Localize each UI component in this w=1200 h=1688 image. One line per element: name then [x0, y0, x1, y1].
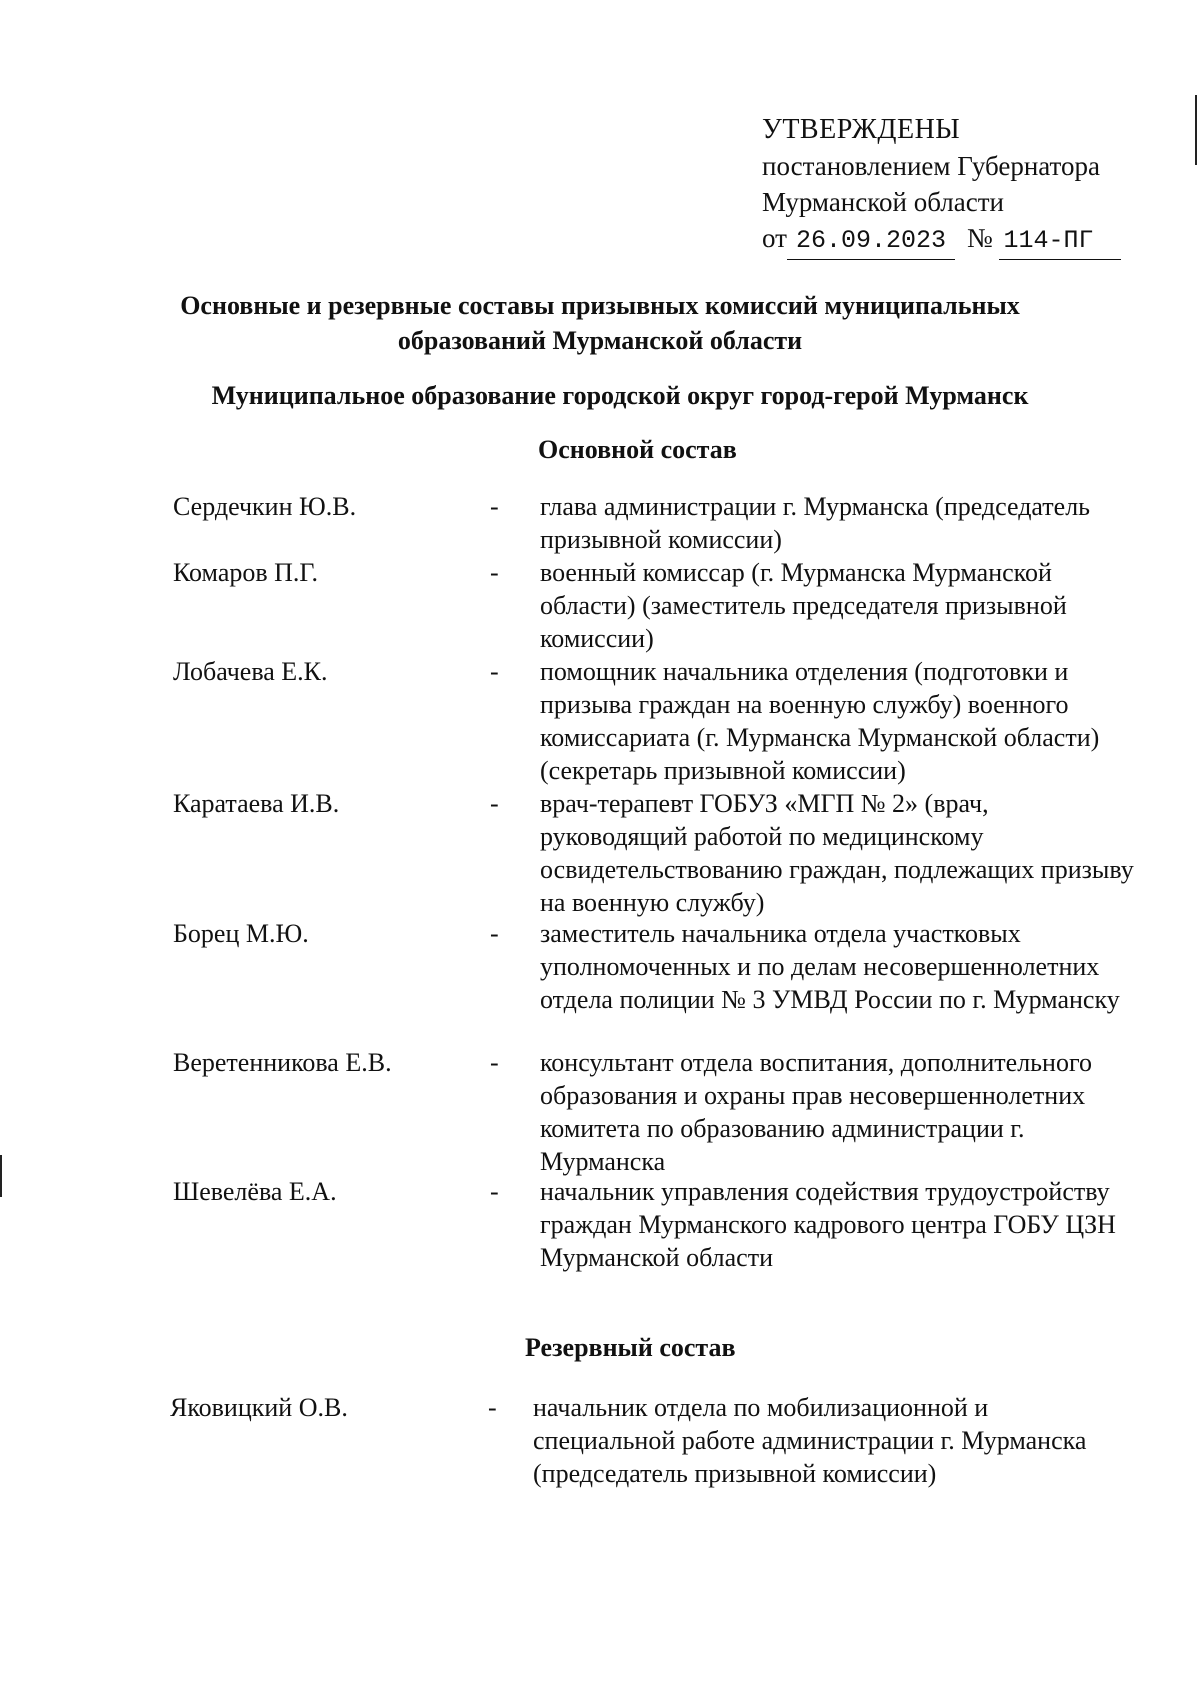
member-name: Сердечкин Ю.В.	[173, 492, 357, 521]
scan-edge-mark	[1195, 95, 1197, 165]
member-dash: -	[488, 1393, 497, 1422]
member-name: Лобачева Е.К.	[173, 657, 328, 686]
member-name: Каратаева И.В.	[173, 789, 340, 818]
member-row	[173, 1046, 1173, 1178]
member-role: врач-терапевт ГОБУЗ «МГП № 2» (врач, руководящий работой по медицинскому освидетельствованию граждан, подлежащих призыву на военную службу)	[540, 789, 1134, 917]
approval-date: 26.09.2023	[787, 223, 955, 260]
member-dash: -	[490, 492, 499, 521]
approval-stamp	[762, 112, 1121, 260]
member-role: начальник отдела по мобилизационной и специальной работе администрации г. Мурманска (председатель призывной комиссии)	[533, 1393, 1087, 1488]
reserve-section-heading: Резервный состав	[525, 1333, 736, 1362]
approval-line-2: Мурманской области	[762, 187, 1004, 217]
member-role: консультант отдела воспитания, дополнительного образования и охраны прав несовершеннолетних комитета по образованию администрации г. Мурманска	[540, 1048, 1092, 1176]
member-role: начальник управления содействия трудоустройству граждан Мурманского кадрового центра ГОБУ ЦЗН Мурманской области	[540, 1177, 1116, 1272]
member-dash: -	[490, 1048, 499, 1077]
member-row	[173, 655, 1173, 787]
main-section-heading: Основной состав	[538, 435, 737, 464]
member-role: помощник начальника отделения (подготовки и призыва граждан на военную службу) военного комиссариата (г. Мурманска Мурманской области) (секретарь призывной комиссии)	[540, 657, 1100, 785]
member-dash: -	[490, 789, 499, 818]
approval-number: 114-ПГ	[999, 223, 1121, 260]
approval-date-line	[762, 220, 1121, 260]
member-row	[173, 917, 1173, 1049]
member-dash: -	[490, 919, 499, 948]
member-dash: -	[490, 1177, 499, 1206]
member-name: Яковицкий О.В.	[170, 1393, 348, 1422]
member-row	[173, 1175, 1173, 1307]
number-prefix: №	[966, 223, 993, 253]
member-row	[170, 1391, 1170, 1523]
member-role: заместитель начальника отдела участковых уполномоченных и по делам несовершеннолетних отдела полиции № 3 УМВД России по г. Мурманску	[540, 919, 1120, 1014]
member-role: военный комиссар (г. Мурманска Мурманской области) (заместитель председателя призывной комиссии)	[540, 558, 1067, 653]
scan-edge-mark	[0, 1155, 2, 1197]
date-prefix: от	[762, 223, 787, 253]
member-row	[173, 556, 1173, 655]
member-name: Веретенникова Е.В.	[173, 1048, 392, 1077]
member-row	[173, 490, 1173, 556]
municipality-subtitle: Муниципальное образование городской округ город-герой Мурманск	[211, 381, 1029, 410]
member-name: Комаров П.Г.	[173, 558, 319, 587]
member-role: глава администрации г. Мурманска (председатель призывной комиссии)	[540, 492, 1091, 554]
document-title: Основные и резервные составы призывных комиссий муниципальных образований Мурманской области	[180, 291, 1020, 355]
member-row	[173, 787, 1173, 919]
member-dash: -	[490, 657, 499, 686]
member-name: Шевелёва Е.А.	[173, 1177, 337, 1206]
member-name: Борец М.Ю.	[173, 919, 309, 948]
approval-line-1: постановлением Губернатора	[762, 151, 1100, 181]
approval-heading: УТВЕРЖДЕНЫ	[762, 114, 961, 145]
member-dash: -	[490, 558, 499, 587]
